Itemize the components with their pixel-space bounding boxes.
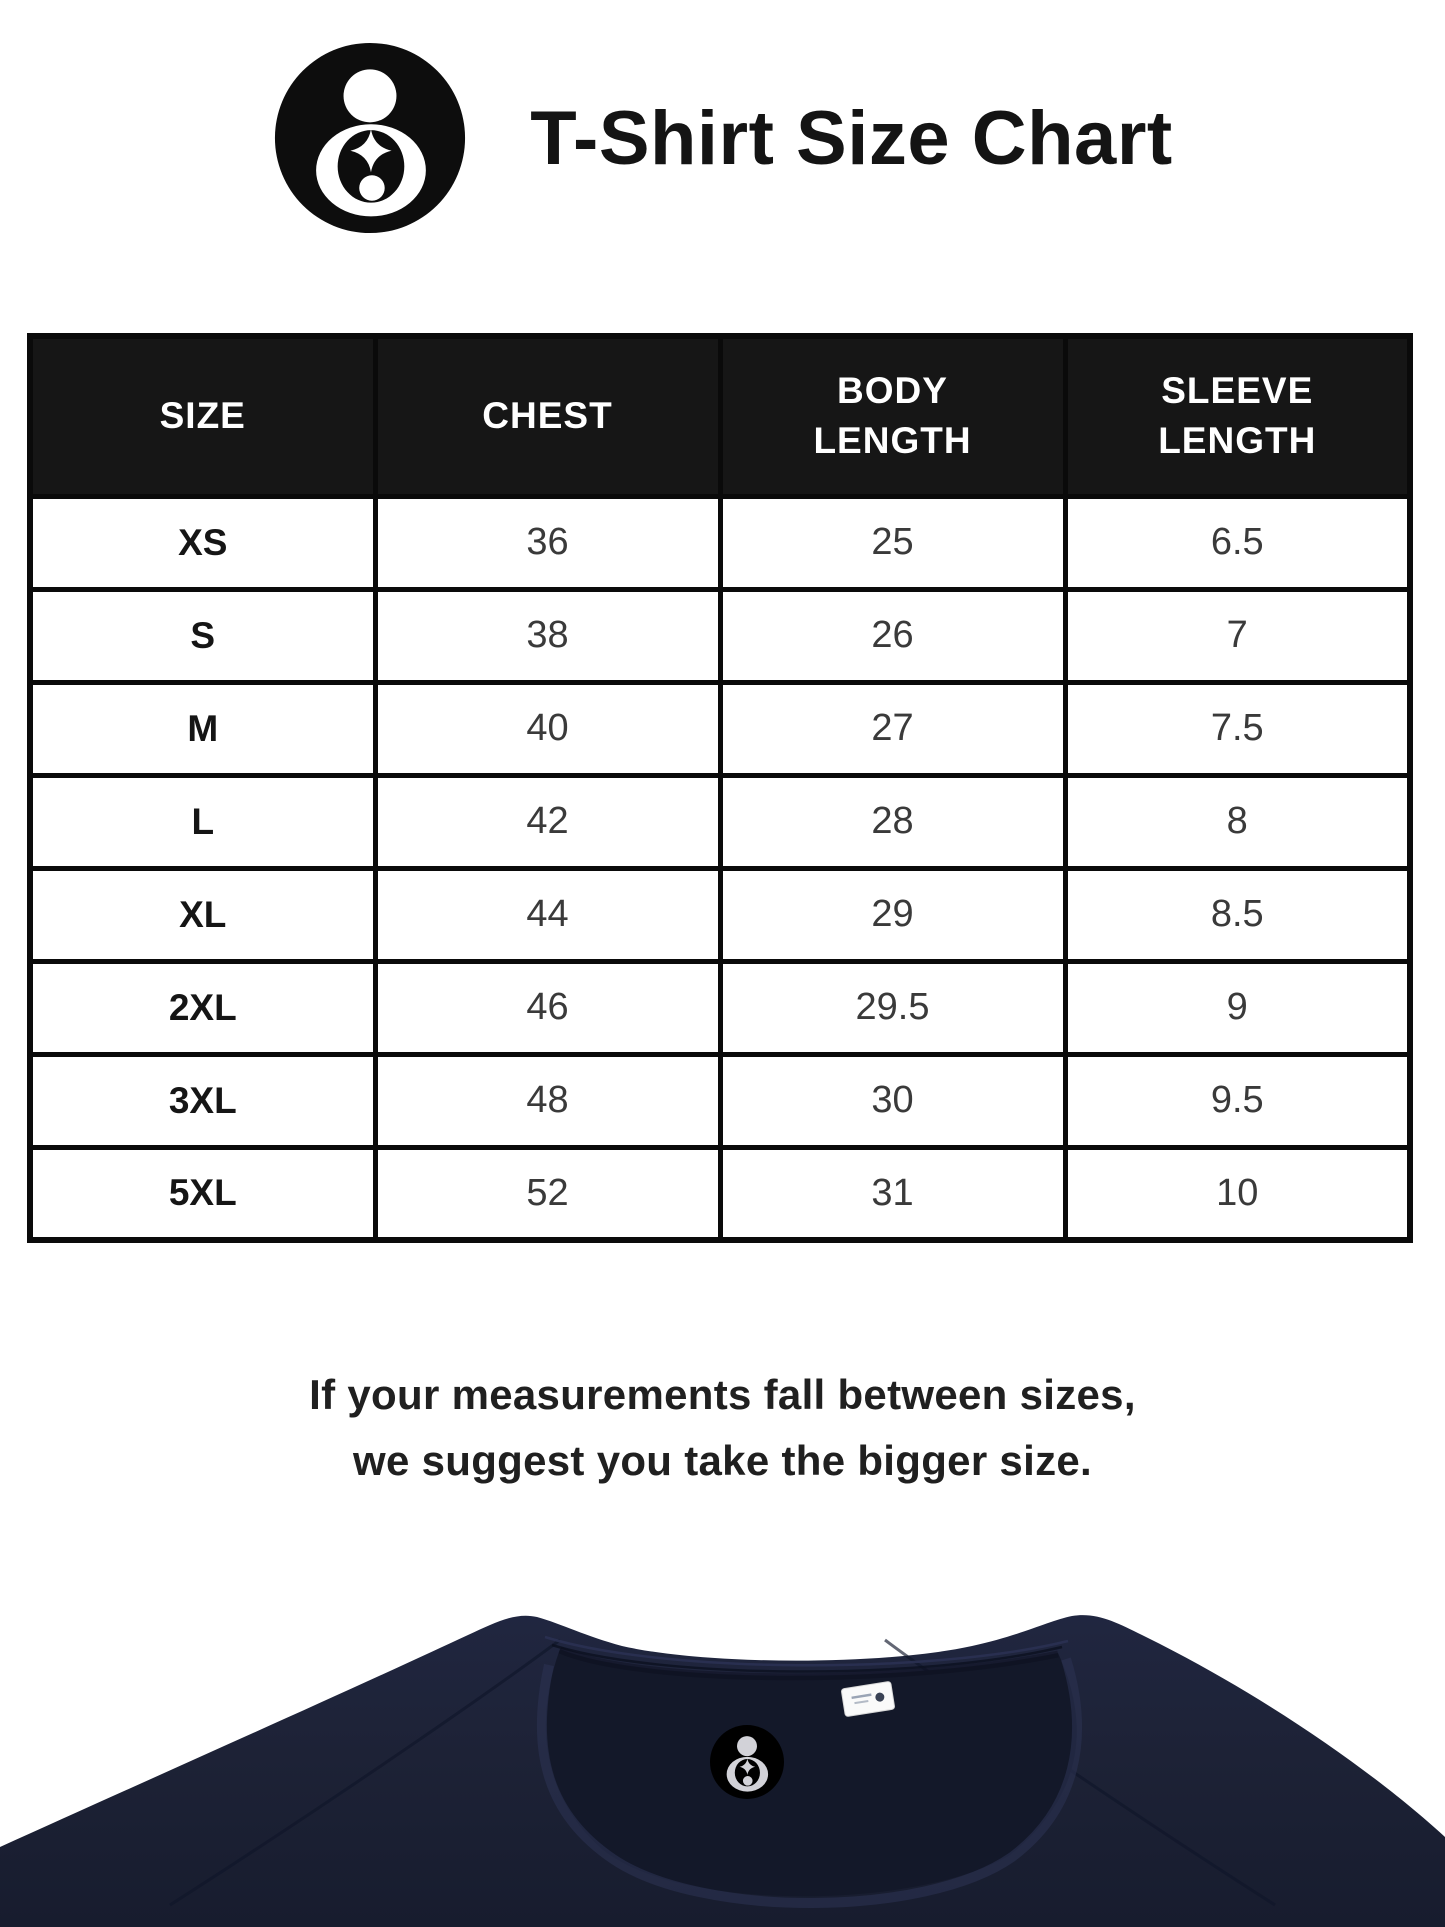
cell-size: 3XL	[30, 1054, 375, 1147]
header-row	[30, 336, 1410, 496]
cell-chest: 46	[375, 961, 720, 1054]
cell-chest: 42	[375, 775, 720, 868]
cell-sleeve-length: 9	[1065, 961, 1410, 1054]
column-header-size	[30, 336, 375, 496]
fit-note-line-1: If your measurements fall between sizes,	[309, 1371, 1136, 1418]
cell-sleeve-length: 10	[1065, 1147, 1410, 1240]
page-title: T-Shirt Size Chart	[530, 95, 1173, 181]
fit-note	[0, 1362, 1445, 1494]
cell-size: M	[30, 682, 375, 775]
cell-body-length: 29	[720, 868, 1065, 961]
cell-sleeve-length: 6.5	[1065, 496, 1410, 589]
column-header-sleeve-length	[1065, 336, 1410, 496]
cell-chest: 38	[375, 589, 720, 682]
cell-sleeve-length: 7.5	[1065, 682, 1410, 775]
table-row	[30, 496, 1410, 589]
table-row	[30, 1054, 1410, 1147]
cell-body-length: 27	[720, 682, 1065, 775]
cell-body-length: 29.5	[720, 961, 1065, 1054]
neck-opening	[546, 1649, 1077, 1896]
cell-chest: 48	[375, 1054, 720, 1147]
size-table-body	[30, 496, 1410, 1240]
cell-sleeve-length: 9.5	[1065, 1054, 1410, 1147]
column-header-body-length	[720, 336, 1065, 496]
cell-size: 2XL	[30, 961, 375, 1054]
cell-sleeve-length: 7	[1065, 589, 1410, 682]
cell-body-length: 26	[720, 589, 1065, 682]
size-chart-table	[27, 333, 1413, 1243]
column-header-label: SIZE	[159, 395, 246, 437]
column-header-chest	[375, 336, 720, 496]
collar-brand-label	[710, 1725, 784, 1799]
cell-size: XS	[30, 496, 375, 589]
cell-chest: 44	[375, 868, 720, 961]
cell-size: L	[30, 775, 375, 868]
cell-size: S	[30, 589, 375, 682]
cell-body-length: 30	[720, 1054, 1065, 1147]
cell-body-length: 31	[720, 1147, 1065, 1240]
table-row	[30, 961, 1410, 1054]
cell-sleeve-length: 8.5	[1065, 868, 1410, 961]
cell-size: XL	[30, 868, 375, 961]
size-table-header	[30, 336, 1410, 496]
cell-sleeve-length: 8	[1065, 775, 1410, 868]
column-header-label: CHEST	[482, 395, 613, 437]
table-row	[30, 589, 1410, 682]
table-row	[30, 868, 1410, 961]
cell-chest: 52	[375, 1147, 720, 1240]
table-row	[30, 682, 1410, 775]
table-row	[30, 775, 1410, 868]
tshirt-collar-photo	[0, 1587, 1445, 1927]
cell-body-length: 28	[720, 775, 1065, 868]
cell-size: 5XL	[30, 1147, 375, 1240]
column-header-label: BODY LENGTH	[813, 370, 972, 462]
brand-person-star-logo-icon	[272, 40, 468, 236]
column-header-label: SLEEVE LENGTH	[1158, 370, 1317, 462]
table-row	[30, 1147, 1410, 1240]
cell-chest: 36	[375, 496, 720, 589]
brand-header	[0, 40, 1445, 236]
fit-note-line-2: we suggest you take the bigger size.	[353, 1437, 1092, 1484]
cell-chest: 40	[375, 682, 720, 775]
cell-body-length: 25	[720, 496, 1065, 589]
